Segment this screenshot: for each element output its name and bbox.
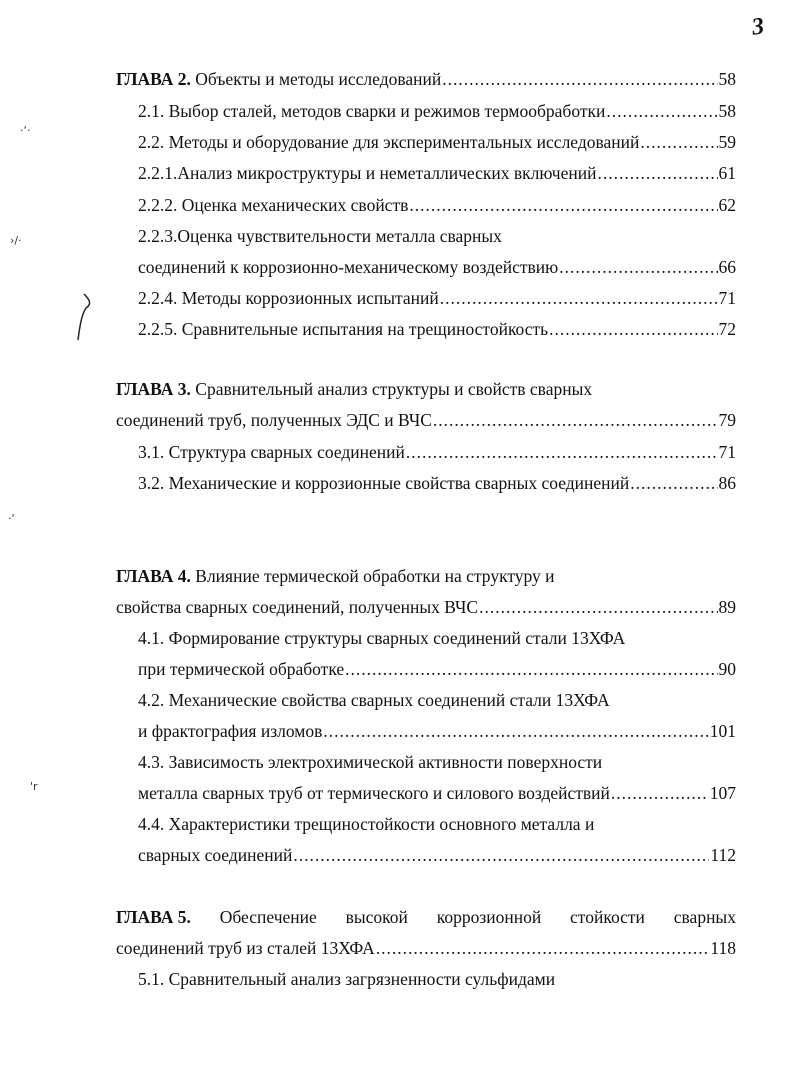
toc-entry-chapter-4 [116, 596, 736, 618]
entry-title: 2.2.1.Анализ микроструктуры и неметаллических включений [138, 163, 597, 183]
chapter-label: ГЛАВА 2. [116, 69, 191, 89]
page-ref: 66 [718, 257, 736, 277]
page-ref: 61 [718, 163, 736, 183]
leader-dots [630, 472, 717, 494]
toc-entry-4-2-line1: 4.2. Механические свойства сварных соединений стали 13ХФА [138, 690, 610, 710]
toc-entry-2-2 [138, 131, 736, 153]
entry-title: Объекты и методы исследований [190, 69, 442, 89]
page-ref: 62 [718, 195, 736, 215]
entry-title: сварных соединений [138, 845, 293, 865]
entry-title: свойства сварных соединений, полученных ВЧС [116, 597, 479, 617]
entry-title: металла сварных труб от термического и силового воздействий [138, 783, 610, 803]
leader-dots [293, 844, 709, 866]
toc-entry-chapter-5-line1 [116, 906, 736, 928]
toc-entry-4-4 [138, 844, 736, 866]
toc-entry-4-3 [138, 782, 736, 804]
page-ref: 112 [710, 845, 736, 865]
toc-entry-chapter-5 [116, 937, 736, 959]
entry-title: 2.2. Методы и оборудование для экспериментальных исследований [138, 132, 640, 152]
toc-entry-2-2-1 [138, 162, 736, 184]
page-ref: 71 [718, 442, 736, 462]
entry-title: и фрактография изломов [138, 721, 323, 741]
leader-dots [559, 256, 717, 278]
page-ref: 118 [710, 938, 736, 958]
toc-entry-3-1 [138, 441, 736, 463]
toc-entry-4-3-line1: 4.3. Зависимость электрохимической активности поверхности [138, 752, 603, 772]
entry-title: 3.1. Структура сварных соединений [138, 442, 405, 462]
page-ref: 101 [709, 721, 736, 741]
leader-dots [376, 937, 710, 959]
entry-word: высокой [345, 907, 408, 927]
toc-entry-2-2-3 [138, 256, 736, 278]
entry-title: соединений труб, полученных ЭДС и ВЧС [116, 410, 432, 430]
toc-entry-chapter-2 [116, 68, 736, 90]
toc-entry-2-2-2 [138, 194, 736, 216]
entry-title: 3.2. Механические и коррозионные свойства сварных соединений [138, 473, 630, 493]
toc-entry-2-2-4 [138, 287, 736, 309]
leader-dots [406, 441, 718, 463]
leader-dots [611, 782, 709, 804]
scan-mark: ·' [8, 512, 15, 525]
entry-title: 2.2.2. Оценка механических свойств [138, 195, 409, 215]
toc-entry-4-2 [138, 720, 736, 742]
page-ref: 72 [718, 319, 736, 339]
leader-dots [433, 409, 718, 431]
toc-entry-3-2 [138, 472, 736, 494]
entry-word: сварных [673, 907, 736, 927]
leader-dots [345, 658, 717, 680]
leader-dots [409, 194, 717, 216]
entry-title: Влияние термической обработки на структуру и [190, 566, 555, 586]
toc-entry-chapter-4-line1 [116, 565, 555, 587]
leader-dots [606, 100, 717, 122]
toc-entry-5-1: 5.1. Сравнительный анализ загрязненности сульфидами [138, 969, 556, 989]
entry-title: 2.1. Выбор сталей, методов сварки и режимов термообработки [138, 101, 606, 121]
toc-entry-2-2-3-line1: 2.2.3.Оценка чувствительности металла сварных [138, 226, 502, 246]
scan-mark: ·‘· [20, 124, 31, 137]
toc-entry-chapter-3-line1 [116, 378, 592, 400]
toc-entry-4-4-line1: 4.4. Характеристики трещиностойкости основного металла и [138, 814, 595, 834]
margin-scribble-icon [70, 292, 94, 344]
toc-entry-2-2-5 [138, 318, 736, 340]
chapter-label: ГЛАВА 4. [116, 566, 191, 586]
scan-mark: 'r [30, 780, 38, 793]
page-ref: 58 [718, 101, 736, 121]
toc-entry-4-1 [138, 658, 736, 680]
page-ref: 86 [718, 473, 736, 493]
leader-dots [323, 720, 708, 742]
leader-dots [442, 68, 717, 90]
entry-word: коррозионной [436, 907, 542, 927]
leader-dots [440, 287, 718, 309]
entry-title: 2.2.4. Методы коррозионных испытаний [138, 288, 439, 308]
entry-title: соединений труб из сталей 13ХФА [116, 938, 375, 958]
chapter-label: ГЛАВА 5. [116, 907, 191, 927]
toc-entry-4-1-line1: 4.1. Формирование структуры сварных соединений стали 13ХФА [138, 628, 626, 648]
page-ref: 58 [718, 69, 736, 89]
toc-entry-chapter-3 [116, 409, 736, 431]
entry-title: 2.2.5. Сравнительные испытания на трещиностойкость [138, 319, 549, 339]
leader-dots [549, 318, 717, 340]
page-ref: 71 [718, 288, 736, 308]
page-ref: 79 [718, 410, 736, 430]
entry-title: соединений к коррозионно-механическому воздействию [138, 257, 559, 277]
leader-dots [597, 162, 717, 184]
entry-title: при термической обработке [138, 659, 345, 679]
page-ref: 107 [709, 783, 736, 803]
page-ref: 59 [718, 132, 736, 152]
toc-entry-2-1 [138, 100, 736, 122]
entry-title: Сравнительный анализ структуры и свойств сварных [190, 379, 593, 399]
page-number: 3 [750, 13, 766, 41]
chapter-label: ГЛАВА 3. [116, 379, 191, 399]
page-ref: 90 [718, 659, 736, 679]
leader-dots [640, 131, 717, 153]
entry-word: стойкости [570, 907, 645, 927]
scan-mark: ›/· [10, 234, 22, 247]
leader-dots [479, 596, 717, 618]
entry-word: Обеспечение [219, 907, 317, 927]
page-ref: 89 [718, 597, 736, 617]
